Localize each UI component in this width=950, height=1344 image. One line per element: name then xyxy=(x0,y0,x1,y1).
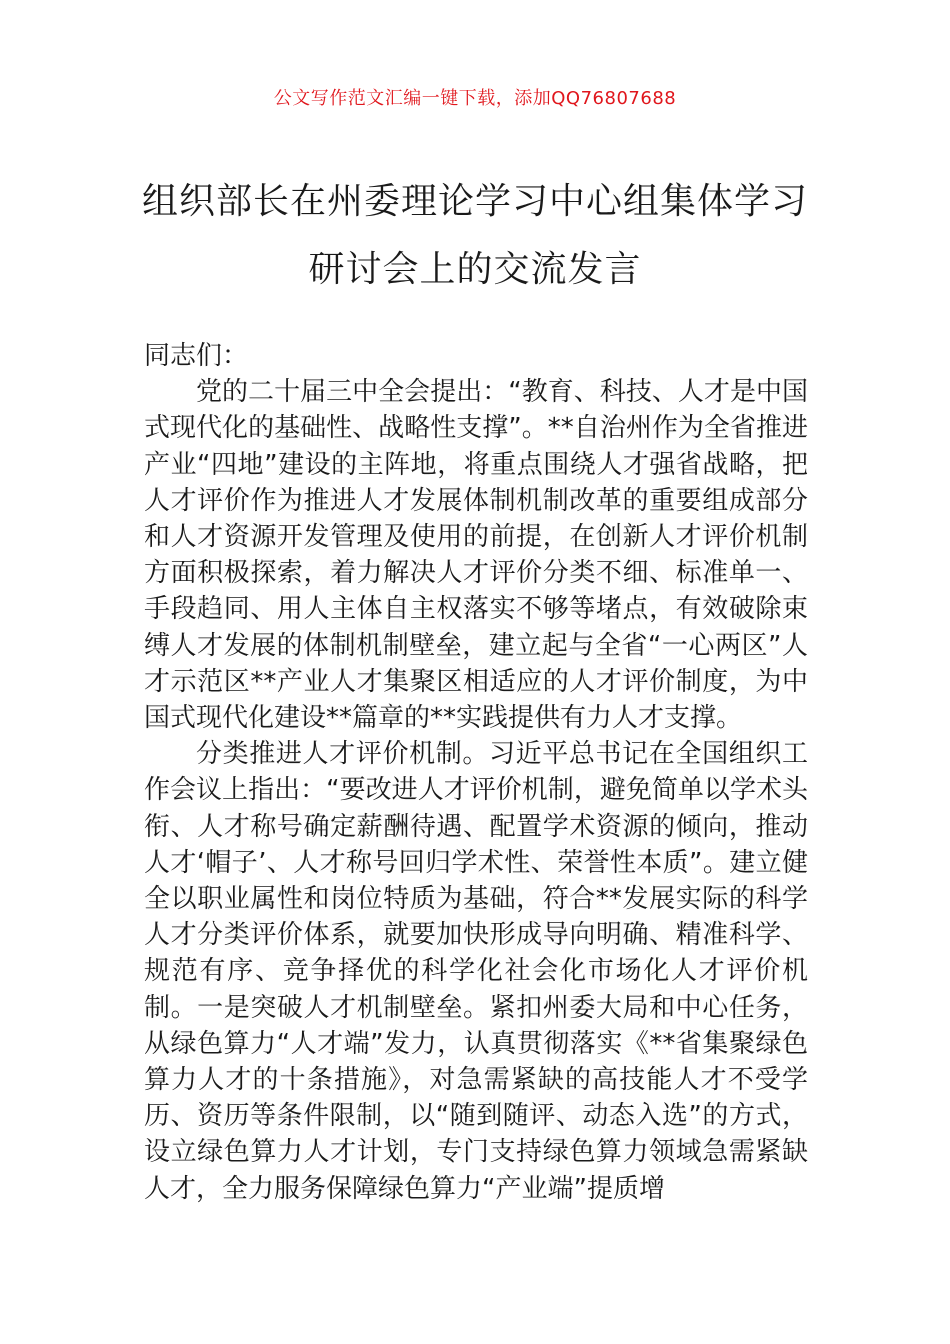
salutation: 同志们： xyxy=(144,341,249,371)
paragraph-talent-evaluation: 分类推进人才评价机制。习近平总书记在全国组织工作会议上指出：“要改进人才评价机制，避免简单以学术头衔、人才称号确定薪酬待遇、配置学术资源的倾向，推动人才‘帽子’、人才称号回归学术性、荣誉性本质”。建立健全以职业属性和岗位特质为基础，符合**发展实际的科学人才分类评价体系，就要加快形成导向明确、精准科学、规范有序、竞争择优的科学化社会化市场化人才评价机制。一是突破人才机制壁垒。紧扣州委大局和中心任务，从绿色算力“人才端”发力，认真贯彻落实《**省集聚绿色算力人才的十条措施》，对急需紧缺的高技能人才不受学历、资历等条件限制，以“随到随评、动态入选”的方式，设立绿色算力人才计划，专门支持绿色算力领域急需紧缺人才，全力服务保障绿色算力“产业端”提质增 xyxy=(144,739,808,1204)
download-notice: 公文写作范文汇编一键下载，添加QQ76807688 xyxy=(273,88,677,109)
document-title-line-2: 研讨会上的交流发言 xyxy=(308,249,642,290)
document-body xyxy=(144,338,808,1207)
document-title-line-1: 组织部长在州委理论学习中心组集体学习 xyxy=(141,181,808,222)
paragraph-intro: 党的二十届三中全会提出：“教育、科技、人才是中国式现代化的基础性、战略性支撑”。**自治州作为全省推进产业“四地”建设的主阵地，将重点围绕人才强省战略，把人才评价作为推进人才发展体制机制改革的重要组成部分和人才资源开发管理及使用的前提，在创新人才评价机制方面积极探索，着力解决人才评价分类不细、标准单一、手段趋同、用人主体自主权落实不够等堵点，有效破除束缚人才发展的体制机制壁垒，建立起与全省“一心两区”人才示范区**产业人才集聚区相适应的人才评价制度，为中国式现代化建设**篇章的**实践提供有力人才支撑。 xyxy=(144,377,808,734)
